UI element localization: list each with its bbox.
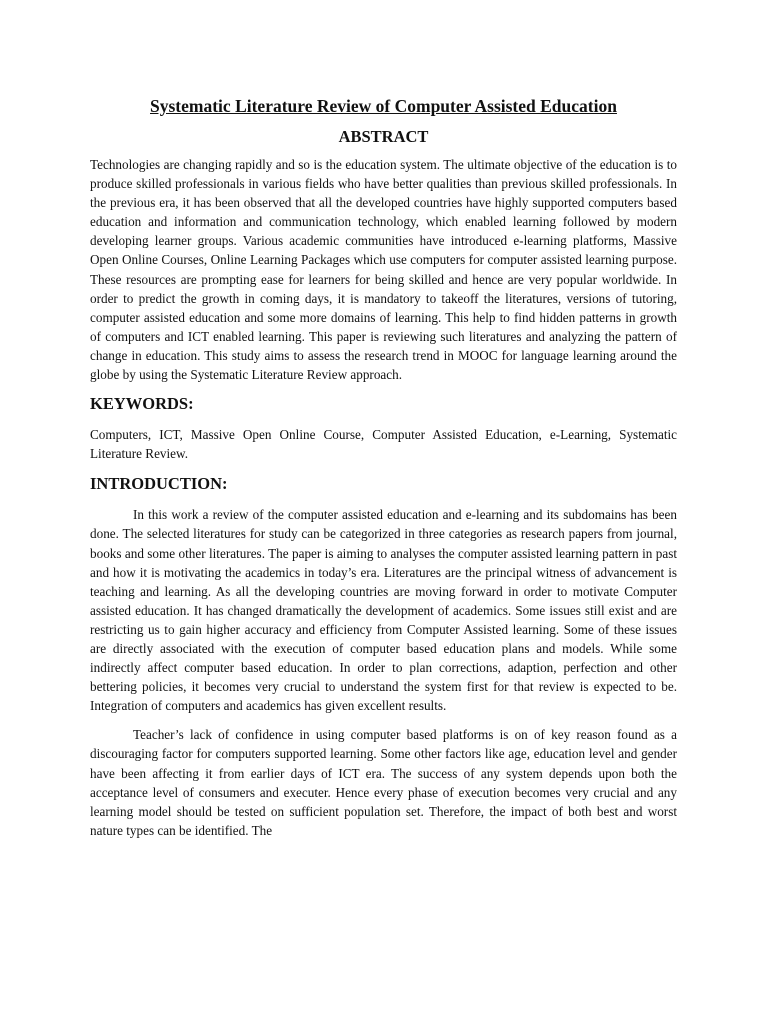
introduction-paragraph-2: Teacher’s lack of confidence in using computer based platforms is on of key reason found as a discouraging factor for computers supported learning. Some other factors like age, education level and gender have been affecting it from earlier days of ICT era. The success of any system depends upon both the acceptance level of consumers and executer. Hence every phase of execution becomes very crucial and any learning model should be tested on sufficient population set. Therefore, the impact of both best and worst nature types can be identified. The [90, 727, 677, 838]
keywords-heading: KEYWORDS: [90, 394, 194, 414]
abstract-body: Technologies are changing rapidly and so is the education system. The ultimate objective of the education is to produce skilled professionals in various fields who have better qualities than previous skilled professionals. In the previous era, it has been observed that all the developed countries have highly supported computers based education and information and communication technology, which enabled learning followed by modern developing learner groups. Various academic communities have introduced e-learning platforms, Massive Open Online Courses, Online Learning Packages which use computers for computer assisted learning purpose. These resources are prompting ease for learners for being skilled and hence are very popular worldwide. In order to predict the growth in coming days, it is mandatory to takeoff the literatures, versions of tutoring, computer assisted education and some more domains of learning. This help to find hidden patterns in growth of computers and ICT enabled learning. This paper is reviewing such literatures and analyzing the pattern of change in education. This study aims to assess the research trend in MOOC for language learning around the globe by using the Systematic Literature Review approach. [90, 157, 677, 383]
document-page [90, 94, 677, 840]
abstract-heading: ABSTRACT [338, 127, 429, 146]
paper-title: Systematic Literature Review of Computer Assisted Education [150, 96, 617, 116]
introduction-paragraph-1: In this work a review of the computer assisted education and e-learning and its subdomains has been done. The selected literatures for study can be categorized in three categories as research papers from journal, books and some other literatures. The paper is aiming to analyses the computer assisted learning pattern in past and how it is motivating the academics in today’s era. Literatures are the principal witness of advancement is teaching and learning. As all the developing countries are moving forward in order to motivate Computer assisted education. It has changed dramatically the development of academics. Some issues still exist and are restricting us to gain higher accuracy and efficiency from Computer Assisted learning. Some of these issues are directly associated with the execution of computer based education plans and models. While some indirectly affect computer based education. In order to plan corrections, adaption, perfection and other bettering policies, it becomes very crucial to understand the system first for that review is expected to be. Integration of computers and academics has given excellent results. [90, 507, 677, 714]
introduction-heading: INTRODUCTION: [90, 474, 228, 494]
keywords-body: Computers, ICT, Massive Open Online Course, Computer Assisted Education, e-Learning, Systematic Literature Review. [90, 427, 677, 462]
